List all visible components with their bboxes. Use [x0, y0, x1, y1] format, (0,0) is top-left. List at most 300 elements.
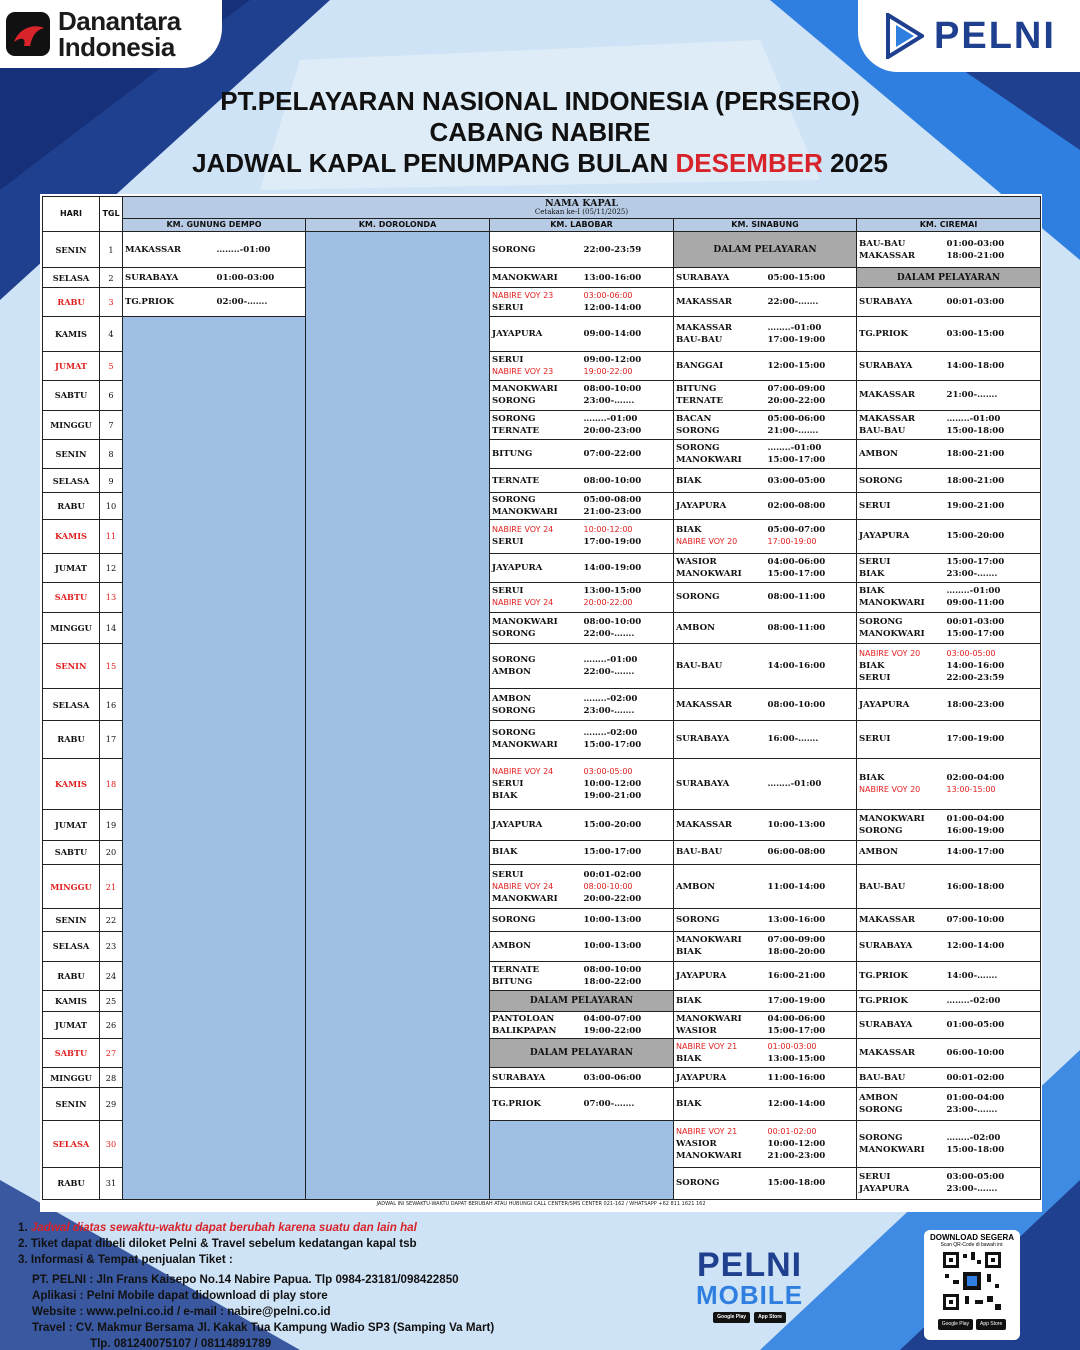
gunung-dempo-port-cell — [123, 232, 215, 268]
sinabung-time-cell — [766, 520, 857, 553]
port-name: BAU-BAU — [859, 238, 906, 249]
departure-time: 14:00-……. — [946, 970, 998, 981]
ciremai-time-cell — [945, 932, 1041, 961]
departure-time: 13:00-16:00 — [767, 915, 826, 926]
sinabung-time-cell — [766, 582, 857, 612]
port-name: SORONG — [859, 1105, 903, 1116]
port-name: TG.PRIOK — [125, 297, 174, 308]
sinabung-port-cell — [674, 643, 766, 688]
ciremai-time-cell — [945, 469, 1041, 493]
departure-time: 10:00-12:00 — [767, 1138, 826, 1149]
port-name: SORONG — [492, 413, 536, 424]
sinabung-port-cell — [674, 1038, 766, 1067]
app-store-badge[interactable]: App Store — [754, 1312, 786, 1323]
port-name: BIAK — [859, 772, 885, 783]
title-month: DESEMBER — [675, 148, 823, 178]
date-cell: 28 — [100, 1068, 123, 1088]
note-2-num: 2. — [18, 1237, 28, 1250]
departure-time: 22:00-23:59 — [583, 244, 642, 255]
dorolonda-empty — [306, 232, 490, 1200]
ciremai-port-cell — [857, 553, 945, 582]
departure-time: 10:00-13:00 — [767, 819, 826, 830]
departure-time: 13:00-15:00 — [946, 784, 996, 794]
labobar-port-cell — [490, 865, 582, 909]
sinabung-time-cell — [766, 1121, 857, 1167]
port-name: AMBON — [492, 667, 531, 678]
qr-download-card — [924, 1230, 1020, 1340]
port-name: MAKASSAR — [859, 1047, 916, 1058]
ciremai-port-cell — [857, 1068, 945, 1088]
ciremai-time-cell — [945, 520, 1041, 553]
labobar-empty — [490, 1121, 674, 1200]
ciremai-port-cell — [857, 932, 945, 961]
port-name: JAYAPURA — [492, 328, 543, 339]
port-name: JAYAPURA — [859, 531, 910, 542]
sinabung-port-cell — [674, 351, 766, 380]
pelni-logo — [858, 0, 1080, 72]
ship-header-dorolonda: KM. DOROLONDA — [306, 219, 490, 232]
header-hari: HARI — [43, 197, 100, 232]
departure-time: 15:00-20:00 — [946, 531, 1005, 542]
departure-time: 14:00-18:00 — [946, 360, 1005, 371]
port-name: SORONG — [676, 915, 720, 926]
departure-time: 15:00-17:00 — [583, 847, 642, 858]
danantara-mark-icon — [6, 12, 50, 56]
ciremai-port-cell — [857, 990, 945, 1011]
port-name: SERUI — [492, 354, 524, 365]
port-name: AMBON — [492, 941, 531, 952]
day-cell: RABU — [43, 493, 100, 520]
info-website: Website : www.pelni.co.id / e-mail : nabire@pelni.co.id — [32, 1305, 331, 1318]
port-name: JAYAPURA — [859, 1184, 910, 1195]
port-name: MANOKWARI — [676, 568, 742, 579]
sinabung-time-cell — [766, 268, 857, 288]
departure-time: ……..-01:00 — [767, 443, 822, 454]
date-cell: 10 — [100, 493, 123, 520]
port-name: BIAK — [492, 847, 518, 858]
labobar-port-cell — [490, 410, 582, 439]
date-cell: 24 — [100, 961, 123, 990]
port-name: WASIOR — [676, 1138, 717, 1149]
sinabung-port-cell — [674, 840, 766, 864]
departure-time: ……..-01:00 — [583, 413, 638, 424]
departure-time: 05:00-06:00 — [767, 413, 826, 424]
ciremai-port-cell — [857, 1167, 945, 1200]
port-name: TERNATE — [492, 425, 540, 436]
port-name: AMBON — [859, 449, 898, 460]
date-cell: 6 — [100, 380, 123, 410]
date-cell: 22 — [100, 909, 123, 932]
day-cell: JUMAT — [43, 553, 100, 582]
departure-time: 17:00-19:00 — [946, 734, 1005, 745]
departure-time: ……..-01:00 — [946, 586, 1001, 597]
port-name: BAU-BAU — [676, 334, 723, 345]
port-name: BITUNG — [676, 384, 717, 395]
danantara-text-1: Danantara — [58, 6, 181, 36]
ship-header-row — [43, 219, 1041, 232]
port-name: SURABAYA — [676, 272, 730, 283]
labobar-port-cell — [490, 351, 582, 380]
port-name: BIAK — [676, 475, 702, 486]
labobar-port-cell — [490, 909, 582, 932]
departure-time: 13:00-15:00 — [767, 1053, 826, 1064]
pelni-mobile-stores — [696, 1312, 803, 1323]
departure-time: ……..-01:00 — [946, 413, 1001, 424]
note-1-num: 1. — [18, 1221, 28, 1234]
port-name: BIAK — [676, 525, 702, 536]
port-name: MANOKWARI — [859, 598, 925, 609]
day-cell: KAMIS — [43, 317, 100, 351]
port-name: BACAN — [676, 413, 712, 424]
sinabung-time-cell — [766, 961, 857, 990]
port-name: SERUI — [859, 501, 891, 512]
day-cell: SABTU — [43, 1038, 100, 1067]
date-cell: 13 — [100, 582, 123, 612]
labobar-time-cell — [582, 689, 674, 721]
labobar-time-cell — [582, 1068, 674, 1088]
port-name: TG.PRIOK — [859, 970, 908, 981]
date-cell: 20 — [100, 840, 123, 864]
date-cell: 26 — [100, 1011, 123, 1038]
labobar-port-cell — [490, 809, 582, 840]
port-name: SORONG — [492, 655, 536, 666]
info-pelni: PT. PELNI : Jln Frans Kaisepo No.14 Nabire Papua. Tlp 0984-23181/098422850 — [32, 1273, 459, 1286]
cetakan-label: Cetakan ke-I (05/11/2025) — [534, 208, 629, 216]
ciremai-time-cell — [945, 689, 1041, 721]
departure-time: 07:00-22:00 — [583, 449, 642, 460]
header-tgl: TGL — [100, 197, 123, 232]
date-cell: 30 — [100, 1121, 123, 1167]
port-name: MANOKWARI — [492, 384, 558, 395]
departure-time: 03:00-06:00 — [583, 1072, 642, 1083]
port-name: SURABAYA — [125, 272, 179, 283]
labobar-time-cell — [582, 520, 674, 553]
labobar-dalam-pelayaran: DALAM PELAYARAN — [490, 1038, 674, 1067]
sinabung-time-cell — [766, 909, 857, 932]
port-name: AMBON — [676, 881, 715, 892]
port-name: SERUI — [492, 778, 524, 789]
day-cell: SABTU — [43, 582, 100, 612]
schedule-body — [43, 232, 1041, 1200]
day-cell: KAMIS — [43, 758, 100, 809]
note-1-text: Jadwal diatas sewaktu-waktu dapat berubah karena suatu dan lain hal — [30, 1221, 417, 1234]
sinabung-time-cell — [766, 1088, 857, 1121]
port-name: JAYAPURA — [492, 562, 543, 573]
port-name: BANGGAI — [676, 360, 724, 371]
departure-time: 02:00-……. — [216, 297, 268, 308]
date-cell: 8 — [100, 440, 123, 469]
port-name: MAKASSAR — [676, 297, 733, 308]
ciremai-time-cell — [945, 865, 1041, 909]
port-name: SORONG — [859, 1132, 903, 1143]
port-name: MANOKWARI — [492, 507, 558, 518]
day-cell: SELASA — [43, 469, 100, 493]
sinabung-port-cell — [674, 689, 766, 721]
port-name: BALIKPAPAN — [492, 1025, 557, 1036]
port-name: BIAK — [492, 790, 518, 801]
port-name: TERNATE — [492, 475, 540, 486]
port-name: SORONG — [676, 592, 720, 603]
port-name: BITUNG — [492, 449, 533, 460]
departure-time: 10:00-13:00 — [583, 941, 642, 952]
departure-time: ……..-02:00 — [946, 1132, 1001, 1143]
departure-time: 00:01-02:00 — [946, 1072, 1005, 1083]
port-name: BIAK — [859, 586, 885, 597]
ciremai-time-cell — [945, 909, 1041, 932]
departure-time: 16:00-……. — [767, 734, 819, 745]
departure-time: 08:00-11:00 — [767, 592, 826, 603]
port-name: MAKASSAR — [859, 390, 916, 401]
header-nama-kapal — [123, 197, 1041, 219]
departure-time: 23:00-……. — [946, 1105, 998, 1116]
labobar-time-cell — [582, 961, 674, 990]
departure-time: 17:00-19:00 — [767, 334, 826, 345]
ciremai-port-cell — [857, 909, 945, 932]
departure-time: 00:01-03:00 — [946, 297, 1005, 308]
ciremai-port-cell — [857, 1011, 945, 1038]
labobar-time-cell — [582, 232, 674, 268]
note-1 — [18, 1220, 494, 1236]
sinabung-port-cell — [674, 582, 766, 612]
departure-time: 00:01-03:00 — [946, 616, 1005, 627]
departure-time: ……..-01:00 — [767, 778, 822, 789]
ciremai-time-cell — [945, 1088, 1041, 1121]
departure-time: 10:00-12:00 — [583, 778, 642, 789]
departure-time: ……..-02:00 — [583, 728, 638, 739]
ciremai-port-cell — [857, 1121, 945, 1167]
sinabung-time-cell — [766, 553, 857, 582]
port-name: MANOKWARI — [492, 272, 558, 283]
labobar-time-cell — [582, 840, 674, 864]
departure-time: 21:00-23:00 — [767, 1150, 826, 1161]
labobar-time-cell — [582, 1088, 674, 1121]
ciremai-port-cell — [857, 317, 945, 351]
departure-time: 18:00-21:00 — [946, 250, 1005, 261]
port-name: BAU-BAU — [859, 1072, 906, 1083]
sinabung-time-cell — [766, 643, 857, 688]
labobar-port-cell — [490, 582, 582, 612]
day-cell: RABU — [43, 721, 100, 758]
day-cell: MINGGU — [43, 612, 100, 643]
departure-time: 08:00-10:00 — [583, 964, 642, 975]
departure-time: 01:00-04:00 — [946, 813, 1005, 824]
date-cell: 1 — [100, 232, 123, 268]
date-cell: 5 — [100, 351, 123, 380]
departure-time: 03:00-05:00 — [946, 1172, 1005, 1183]
departure-time: 03:00-06:00 — [583, 291, 633, 301]
ciremai-time-cell — [945, 758, 1041, 809]
sinabung-port-cell — [674, 1088, 766, 1121]
ciremai-time-cell — [945, 317, 1041, 351]
departure-time: 13:00-16:00 — [583, 272, 642, 283]
ciremai-port-cell — [857, 493, 945, 520]
day-cell: SELASA — [43, 1121, 100, 1167]
sinabung-port-cell — [674, 721, 766, 758]
labobar-time-cell — [582, 380, 674, 410]
sinabung-port-cell — [674, 612, 766, 643]
table-row — [43, 268, 1041, 288]
nama-kapal-label: NAMA KAPAL — [545, 198, 619, 209]
day-cell: KAMIS — [43, 520, 100, 553]
departure-time: 08:00-10:00 — [583, 384, 642, 395]
departure-time: 16:00-21:00 — [767, 970, 826, 981]
port-name: NABIRE VOY 21 — [676, 1126, 738, 1136]
port-name: JAYAPURA — [676, 970, 727, 981]
ciremai-time-cell — [945, 721, 1041, 758]
day-cell: SENIN — [43, 909, 100, 932]
day-cell: SABTU — [43, 380, 100, 410]
departure-time: ……..-01:00 — [583, 655, 638, 666]
table-footer-note: JADWAL INI SEWAKTU-WAKTU DAPAT BERUBAH ATAU HUBUNGI CALL CENTER/SMS CENTER 021-162 / WHATSAPP +62 811 1621 162 — [376, 1201, 706, 1207]
port-name: BAU-BAU — [859, 881, 906, 892]
ciremai-time-cell — [945, 553, 1041, 582]
day-cell: SELASA — [43, 932, 100, 961]
note-2-text: Tiket dapat dibeli diloket Pelni & Travel sebelum kedatangan kapal tsb — [30, 1237, 417, 1250]
departure-time: 20:00-22:00 — [583, 893, 642, 904]
port-name: WASIOR — [676, 556, 717, 567]
port-name: NABIRE VOY 24 — [492, 525, 554, 535]
ciremai-time-cell — [945, 351, 1041, 380]
labobar-port-cell — [490, 1011, 582, 1038]
departure-time: ……..-01:00 — [767, 322, 822, 333]
ciremai-time-cell — [945, 410, 1041, 439]
labobar-time-cell — [582, 288, 674, 317]
port-name: SURABAYA — [676, 778, 730, 789]
sinabung-time-cell — [766, 1038, 857, 1067]
port-name: PANTOLOAN — [492, 1013, 555, 1024]
ciremai-port-cell — [857, 865, 945, 909]
departure-time: 16:00-19:00 — [946, 825, 1005, 836]
labobar-time-cell — [582, 643, 674, 688]
sinabung-port-cell — [674, 520, 766, 553]
departure-time: 02:00-04:00 — [946, 772, 1005, 783]
ciremai-port-cell — [857, 520, 945, 553]
date-cell: 14 — [100, 612, 123, 643]
ciremai-time-cell — [945, 493, 1041, 520]
day-cell: SENIN — [43, 643, 100, 688]
qr-google-play-badge[interactable]: Google Play — [938, 1319, 973, 1330]
ciremai-port-cell — [857, 380, 945, 410]
departure-time: 22:00-……. — [583, 628, 635, 639]
departure-time: 19:00-22:00 — [583, 1025, 642, 1036]
sinabung-port-cell — [674, 410, 766, 439]
day-cell: SENIN — [43, 1088, 100, 1121]
title-line-1: PT.PELAYARAN NASIONAL INDONESIA (PERSERO) — [220, 86, 860, 116]
departure-time: 19:00-21:00 — [946, 501, 1005, 512]
labobar-port-cell — [490, 1068, 582, 1088]
sinabung-port-cell — [674, 1068, 766, 1088]
port-name: BIAK — [676, 947, 702, 958]
departure-time: 17:00-19:00 — [767, 995, 826, 1006]
labobar-time-cell — [582, 553, 674, 582]
labobar-port-cell — [490, 689, 582, 721]
port-name: BITUNG — [492, 976, 533, 987]
departure-time: 01:00-03:00 — [216, 272, 275, 283]
departure-time: 02:00-08:00 — [767, 501, 826, 512]
departure-time: ……..-02:00 — [583, 693, 638, 704]
port-name: BIAK — [676, 1099, 702, 1110]
sinabung-time-cell — [766, 288, 857, 317]
sinabung-port-cell — [674, 865, 766, 909]
pelni-mobile-logo — [696, 1246, 804, 1323]
ciremai-port-cell — [857, 469, 945, 493]
departure-time: 14:00-16:00 — [767, 661, 826, 672]
sinabung-port-cell — [674, 469, 766, 493]
sinabung-time-cell — [766, 493, 857, 520]
port-name: MAKASSAR — [125, 244, 182, 255]
labobar-port-cell — [490, 932, 582, 961]
departure-time: 17:00-19:00 — [767, 537, 817, 547]
gunung-dempo-time-cell — [215, 288, 306, 317]
departure-time: 18:00-20:00 — [767, 947, 826, 958]
departure-time: 22:00-……. — [583, 667, 635, 678]
day-cell: SENIN — [43, 232, 100, 268]
ciremai-time-cell — [945, 1167, 1041, 1200]
ciremai-port-cell — [857, 1088, 945, 1121]
info-travel-phone: Tlp. 081240075107 / 08114891789 — [90, 1337, 272, 1350]
sinabung-port-cell — [674, 317, 766, 351]
departure-time: 15:00-17:00 — [946, 556, 1005, 567]
gunung-dempo-time-cell — [215, 232, 306, 268]
qr-code-icon[interactable] — [941, 1250, 1003, 1312]
port-name: MAKASSAR — [859, 413, 916, 424]
labobar-port-cell — [490, 840, 582, 864]
date-cell: 29 — [100, 1088, 123, 1121]
labobar-time-cell — [582, 582, 674, 612]
port-name: SERUI — [492, 869, 524, 880]
sinabung-time-cell — [766, 689, 857, 721]
port-name: MANOKWARI — [492, 740, 558, 751]
sinabung-time-cell — [766, 1167, 857, 1200]
port-name: SORONG — [859, 616, 903, 627]
port-name: MAKASSAR — [859, 250, 916, 261]
port-name: SERUI — [859, 673, 891, 684]
google-play-badge[interactable]: Google Play — [713, 1312, 750, 1323]
port-name: NABIRE VOY 21 — [676, 1041, 738, 1051]
info-aplikasi: Aplikasi : Pelni Mobile dapat didownload di play store — [32, 1289, 328, 1302]
sinabung-time-cell — [766, 380, 857, 410]
gunung-dempo-empty — [123, 317, 306, 1200]
port-name: SORONG — [676, 1178, 720, 1189]
labobar-time-cell — [582, 1011, 674, 1038]
pelni-mark-icon — [886, 13, 924, 59]
port-name: SORONG — [492, 705, 536, 716]
departure-time: 23:00-……. — [946, 568, 998, 579]
date-cell: 4 — [100, 317, 123, 351]
date-cell: 7 — [100, 410, 123, 439]
day-cell: MINGGU — [43, 865, 100, 909]
ciremai-time-cell — [945, 582, 1041, 612]
pelni-logo-text: PELNI — [934, 14, 1056, 57]
port-name: JAYAPURA — [676, 501, 727, 512]
qr-app-store-badge[interactable]: App Store — [976, 1319, 1006, 1330]
title-prefix: JADWAL KAPAL PENUMPANG BULAN — [192, 148, 669, 178]
departure-time: 08:00-10:00 — [767, 699, 826, 710]
departure-time: 09:00-11:00 — [946, 598, 1005, 609]
ciremai-dalam-pelayaran: DALAM PELAYARAN — [857, 268, 1041, 288]
departure-time: 07:00-09:00 — [767, 935, 826, 946]
gunung-dempo-time-cell — [215, 268, 306, 288]
port-name: MANOKWARI — [676, 1013, 742, 1024]
port-name: BAU-BAU — [676, 661, 723, 672]
port-name: JAYAPURA — [676, 1072, 727, 1083]
labobar-time-cell — [582, 317, 674, 351]
departure-time: 04:00-06:00 — [767, 556, 826, 567]
day-cell: MINGGU — [43, 1068, 100, 1088]
labobar-time-cell — [582, 268, 674, 288]
date-cell: 16 — [100, 689, 123, 721]
labobar-port-cell — [490, 643, 582, 688]
